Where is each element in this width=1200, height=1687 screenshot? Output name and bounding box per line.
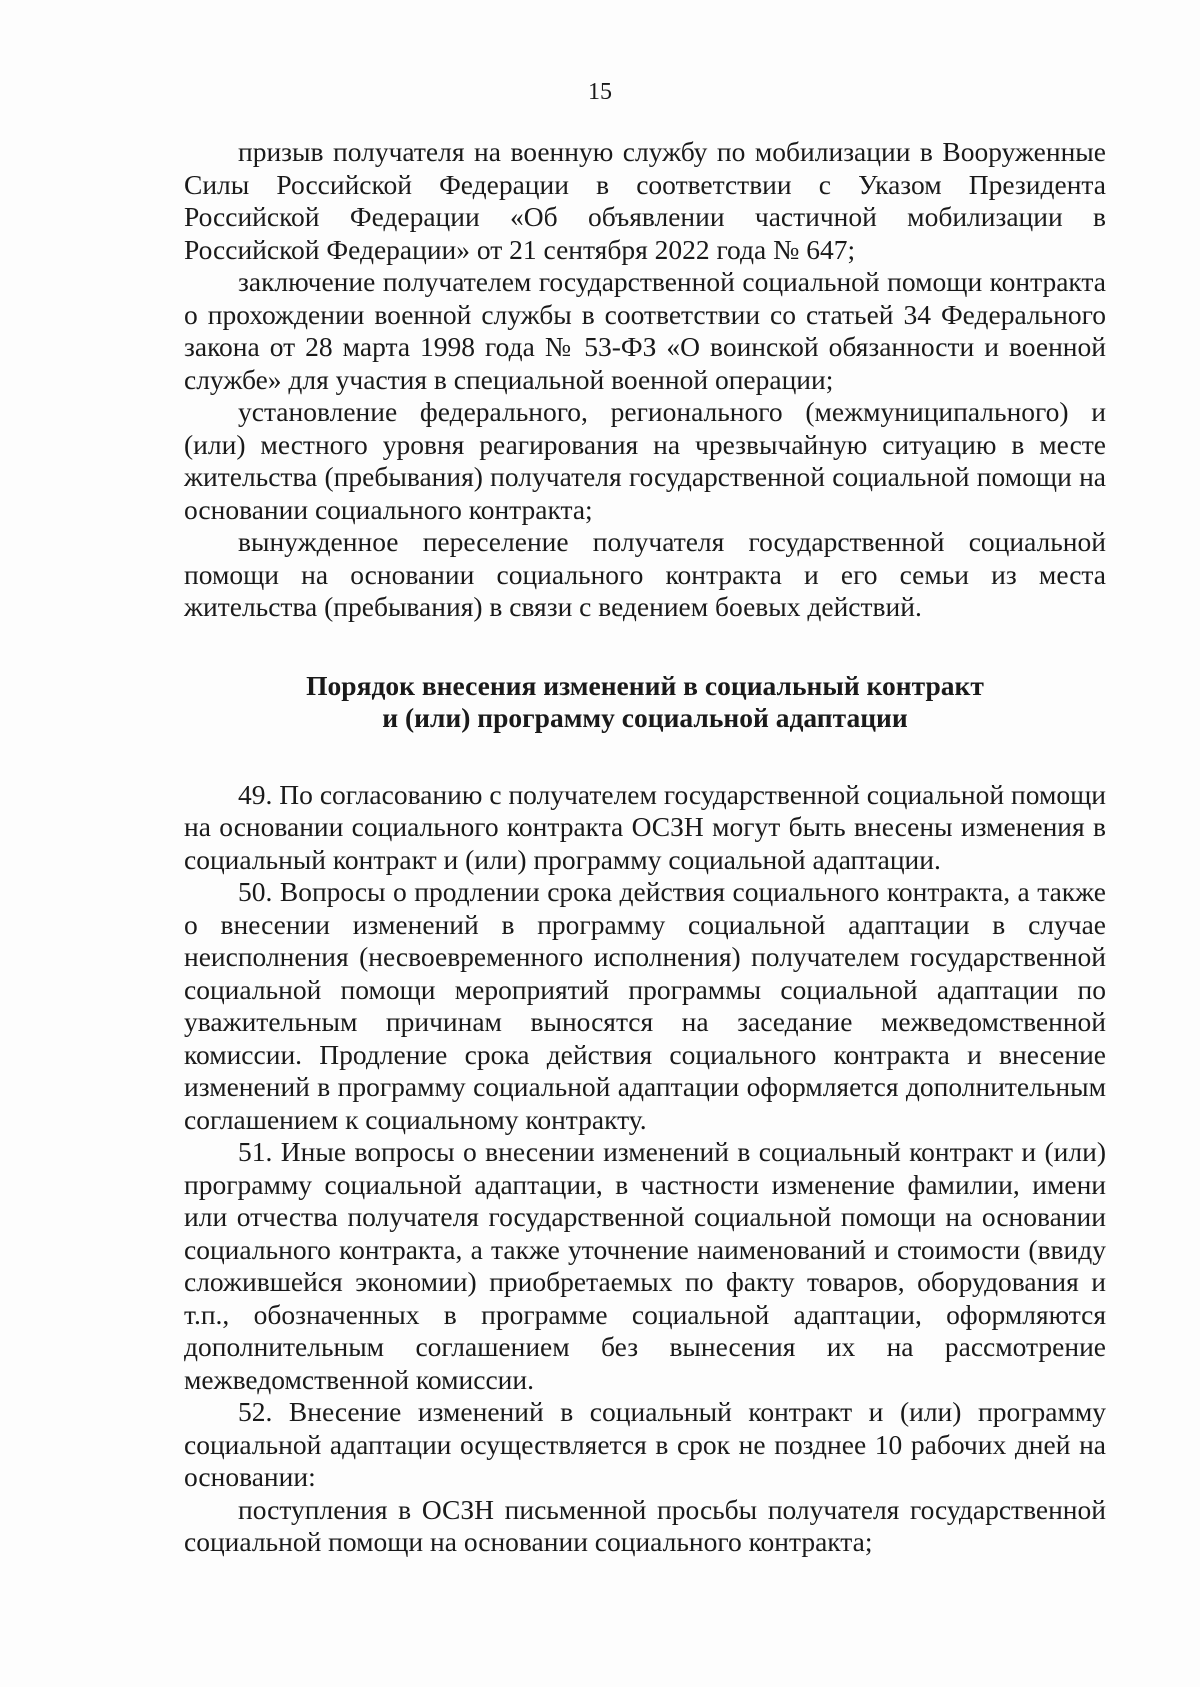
- page-number: 15: [588, 79, 612, 105]
- paragraph-written-request: поступления в ОСЗН письменной просьбы получателя государственной социальной помощи на основании социального контракта;: [184, 1493, 1106, 1557]
- paragraph-emergency: установление федерального, регионального (межмуниципального) и (или) местного уровня реагирования на чрезвычайную ситуацию в месте жительства (пребывания) получателя государственной социальной помощи на основании социального контракта;: [184, 396, 1106, 525]
- section-heading-line-1: Порядок внесения изменений в социальный контракт: [306, 669, 984, 701]
- section-heading: [184, 670, 1106, 735]
- paragraph-resettlement: вынужденное переселение получателя государственной социальной помощи на основании социального контракта и его семьи из места жительства (пребывания) в связи с ведением боевых действий.: [184, 526, 1106, 622]
- paragraph-mobilization: призыв получателя на военную службу по мобилизации в Вооруженные Силы Российской Федерации в соответствии с Указом Президента Российской Федерации «Об объявлении частичной мобилизации в Российской Федерации» от 21 сентября 2022 года № 647;: [184, 136, 1106, 265]
- paragraph-military-contract: заключение получателем государственной социальной помощи контракта о прохождении военной службы в соответствии со статьей 34 Федерального закона от 28 марта 1998 года № 53-ФЗ «О воинской обязанности и военной службе» для участия в специальной военной операции;: [184, 266, 1106, 395]
- document-body: [184, 136, 1106, 1559]
- paragraph-52: 52. Внесение изменений в социальный контракт и (или) программу социальной адаптации осуществляется в срок не позднее 10 рабочих дней на основании:: [184, 1396, 1106, 1492]
- paragraph-49: 49. По согласованию с получателем государственной социальной помощи на основании социального контракта ОСЗН могут быть внесены изменения в социальный контракт и (или) программу социальной адаптации.: [184, 778, 1106, 875]
- section-heading-line-2: и (или) программу социальной адаптации: [382, 702, 908, 733]
- paragraph-50: 50. Вопросы о продлении срока действия социального контракта, а также о внесении изменений в программу социальной адаптации в случае неисполнения (несвоевременного исполнения) получателем государственной социальной помощи мероприятий программы социальной адаптации по уважительным причинам выносятся на заседание межведомственной комиссии. Продление срока действия социального контракта и внесение изменений в программу социальной адаптации оформляется дополнительным соглашением к социальному контракту.: [184, 876, 1106, 1135]
- paragraph-51: 51. Иные вопросы о внесении изменений в социальный контракт и (или) программу социальной адаптации, в частности изменение фамилии, имени или отчества получателя государственной социальной помощи на основании социального контракта, а также уточнение наименований и стоимости (ввиду сложившейся экономии) приобретаемых по факту товаров, оборудования и т.п., обозначенных в программе социальной адаптации, оформляются дополнительным соглашением без вынесения их на рассмотрение межведомственной комиссии.: [184, 1136, 1106, 1395]
